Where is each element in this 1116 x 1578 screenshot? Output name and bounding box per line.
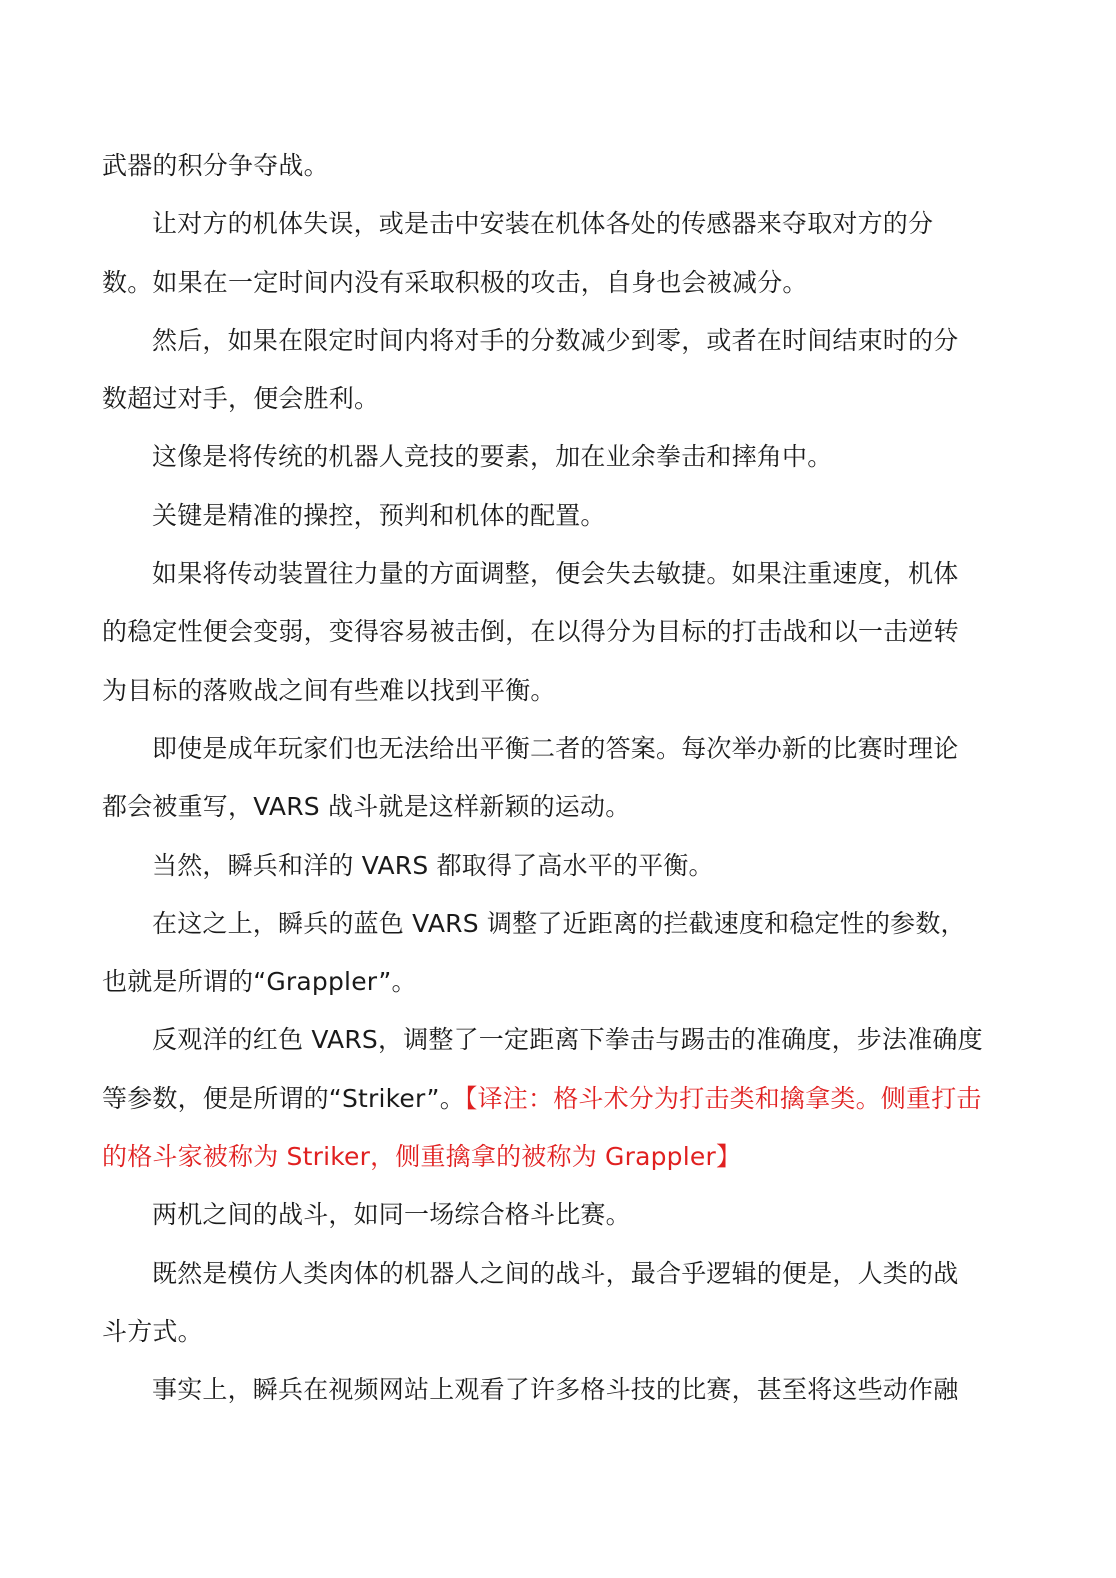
paragraph-line: 数。如果在一定时间内没有采取积极的攻击，自身也会被减分。 [102,267,808,297]
paragraph [102,1361,1014,1419]
paragraph-line: 如果将传动装置往力量的方面调整，便会失去敏捷。如果注重速度，机体 [152,559,959,589]
paragraph [102,137,1014,195]
paragraph-text: 两机之间的战斗，如同一场综合格斗比赛。 [152,1200,631,1230]
paragraph-text: 武器的积分争夺战。 [102,151,329,180]
paragraph [102,312,1014,429]
paragraph-line: 在这之上，瞬兵的蓝色 VARS 调整了近距离的拦截速度和稳定性的参数， [152,908,966,938]
translator-note: 的格斗家被称为 Striker，侧重擒拿的被称为 Grappler】 [102,1142,742,1172]
paragraph [102,1186,1014,1244]
paragraph [102,545,1014,720]
paragraph-text: 事实上，瞬兵在视频网站上观看了许多格斗技的比赛，甚至将这些动作融 [152,1375,959,1405]
paragraph [102,1245,1014,1362]
paragraph-line: 都会被重写，VARS 战斗就是这样新颖的运动。 [102,792,631,822]
paragraph [102,487,1014,545]
paragraph-line: 也就是所谓的“Grappler”。 [102,967,417,997]
paragraph-line: 然后，如果在限定时间内将对手的分数减少到零，或者在时间结束时的分 [152,325,959,355]
paragraph-line: 为目标的落败战之间有些难以找到平衡。 [102,675,556,705]
paragraph-line: 即使是成年玩家们也无法给出平衡二者的答案。每次举办新的比赛时理论 [152,733,959,763]
paragraph [102,895,1014,1012]
paragraph [102,1011,1014,1186]
paragraph [102,195,1014,312]
paragraph [102,428,1014,486]
paragraph [102,837,1014,895]
document-body [102,137,1014,1420]
paragraph-line: 让对方的机体失误，或是击中安装在机体各处的传感器来夺取对方的分 [152,209,934,239]
paragraph-line: 既然是模仿人类肉体的机器人之间的战斗，最合乎逻辑的便是，人类的战 [152,1258,959,1288]
paragraph-line: 反观洋的红色 VARS，调整了一定距离下拳击与踢击的准确度，步法准确度 [152,1025,983,1055]
paragraph [102,720,1014,837]
paragraph-text: 当然，瞬兵和洋的 VARS 都取得了高水平的平衡。 [152,850,714,880]
paragraph-line: 的稳定性便会变弱，变得容易被击倒，在以得分为目标的打击战和以一击逆转 [102,617,959,647]
paragraph-line: 数超过对手，便会胜利。 [102,384,380,414]
paragraph-text: 关键是精准的操控，预判和机体的配置。 [152,500,606,530]
paragraph-line: 等参数，便是所谓的“Striker”。 [102,1083,465,1113]
translator-note: 【译注：格斗术分为打击类和擒拿类。侧重打击 [464,1083,982,1113]
paragraph-text: 这像是将传统的机器人竞技的要素，加在业余拳击和摔角中。 [152,442,833,472]
paragraph-line: 斗方式。 [102,1316,203,1346]
